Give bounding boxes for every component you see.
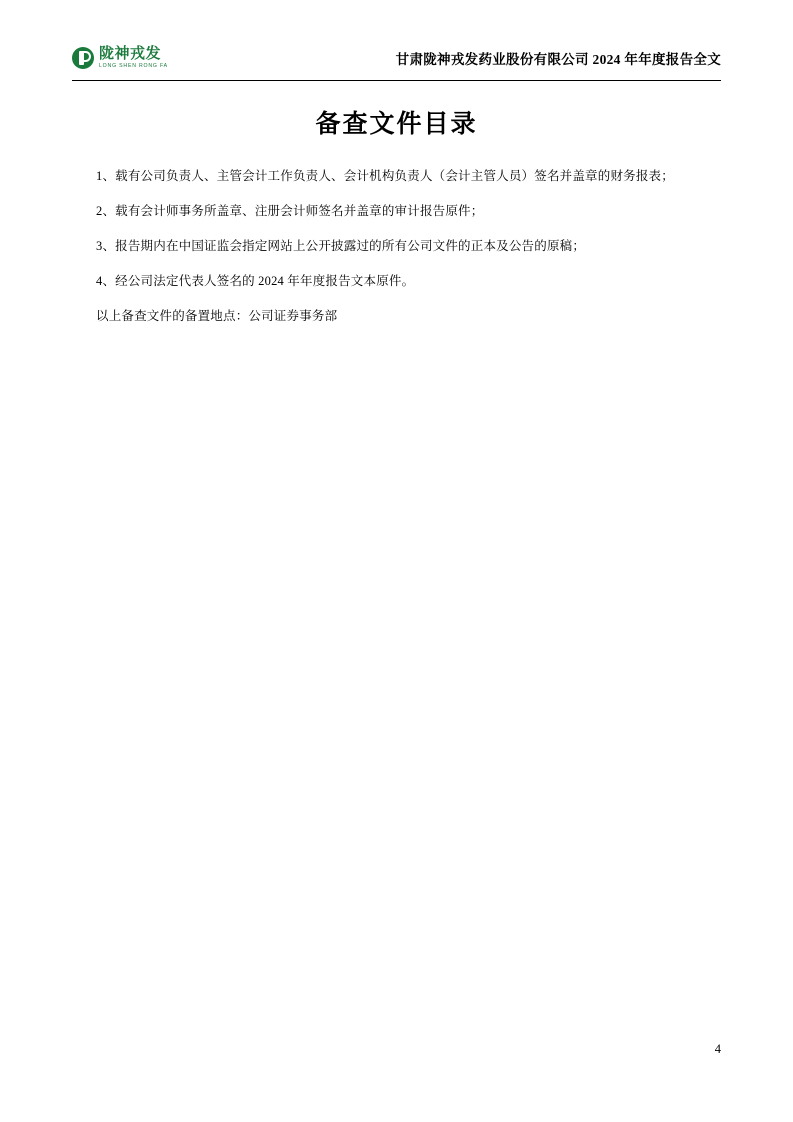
header-divider — [72, 80, 721, 81]
list-item: 2、载有会计师事务所盖章、注册会计师签名并盖章的审计报告原件； — [96, 204, 484, 218]
documents-list — [96, 170, 696, 345]
page-title: 备查文件目录 — [315, 111, 478, 138]
company-logo — [72, 47, 168, 69]
list-item: 1、载有公司负责人、主管会计工作负责人、会计机构负责人（会计主管人员）签名并盖章的财务报表； — [96, 169, 674, 183]
logo-text — [99, 47, 168, 69]
page-number: 4 — [714, 1042, 721, 1056]
page-header — [72, 36, 721, 80]
storage-location-note: 以上备查文件的备置地点：公司证券事务部 — [96, 309, 338, 323]
leaf-circle-logo-icon — [72, 47, 94, 69]
list-item: 3、报告期内在中国证监会指定网站上公开披露过的所有公司文件的正本及公告的原稿； — [96, 239, 586, 253]
header-report-title: 甘肃陇神戎发药业股份有限公司 2024 年年度报告全文 — [395, 52, 721, 67]
list-item: 4、经公司法定代表人签名的 2024 年年度报告文本原件。 — [96, 274, 415, 288]
logo-english-name: LONG SHEN RONG FA — [99, 62, 168, 69]
logo-chinese-name: 陇神戎发 — [99, 45, 162, 62]
